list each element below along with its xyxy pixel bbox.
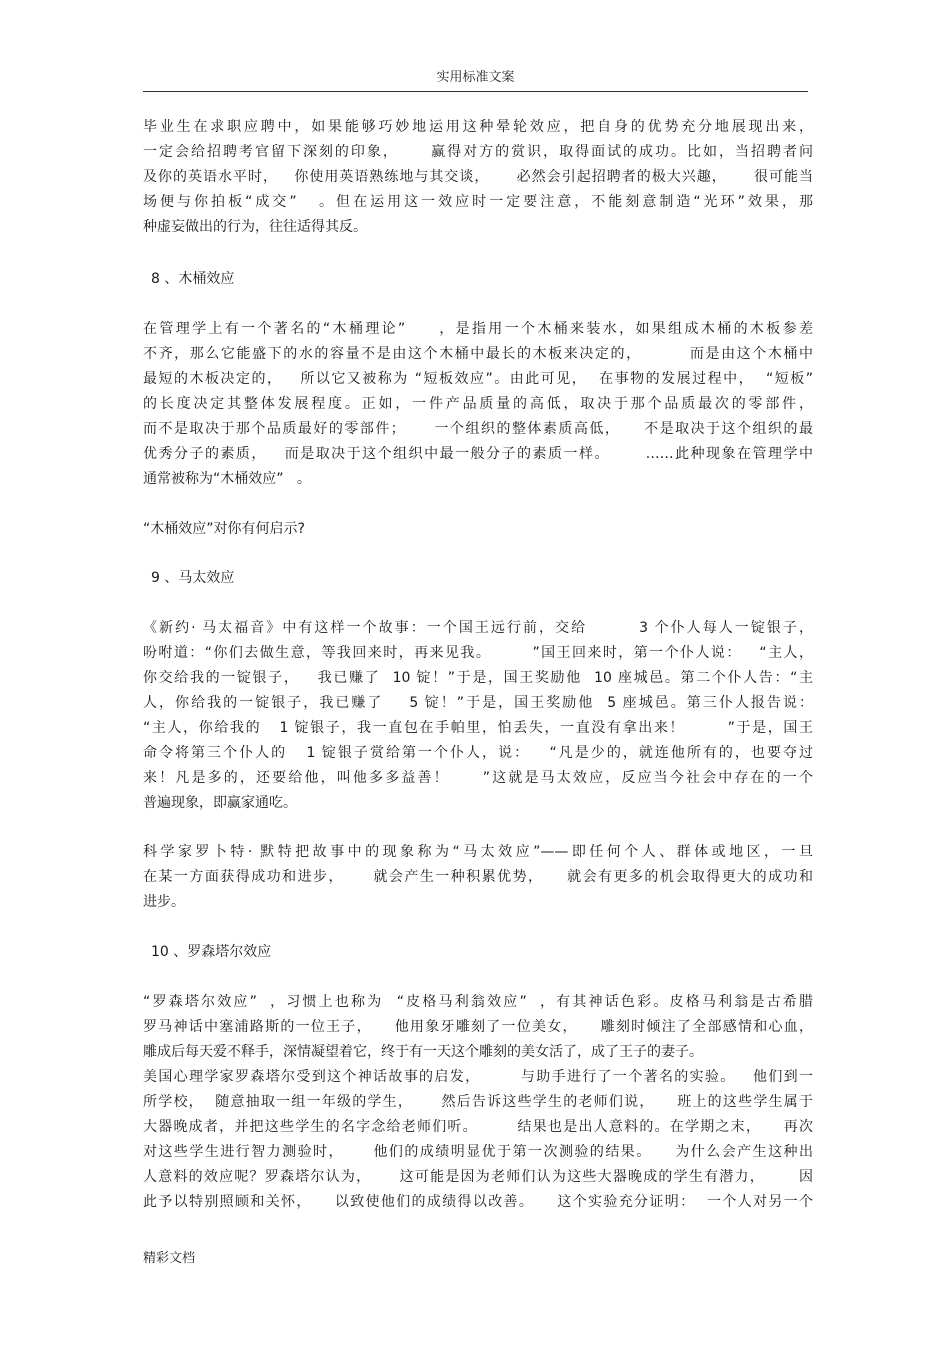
text-line: 进步。 — [143, 894, 185, 910]
page-header: 实用标准文案 — [436, 70, 515, 85]
text-line: 不齐，那么它能盛下的水的容量不是由这个木桶中最长的木板来决定的， 而是由这个木桶中 — [143, 346, 813, 362]
text-line: 通常被称为“木桶效应” 。 — [143, 471, 311, 487]
text-line: 所学校， 随意抽取一组一年级的学生， 然后告诉这些学生的老师们说， 班上的这些学生属于 — [143, 1094, 813, 1110]
text-line: 科学家罗卜特· 默特把故事中的现象称为“马太效应”——即任何个人、群体或地区，一旦 — [143, 844, 813, 860]
section-heading-8: 8 、木桶效应 — [151, 271, 235, 287]
paragraph-matthew-definition — [143, 840, 813, 915]
text-line: 一定会给招聘考官留下深刻的印象， 赢得对方的赏识，取得面试的成功。比如，当招聘者问 — [143, 144, 813, 160]
text-line: 吩咐道：“你们去做生意，等我回来时，再来见我。 ”国王回来时，第一个仆人说： “主人， — [143, 645, 813, 661]
text-line: 及你的英语水平时， 你使用英语熟练地与其交谈， 必然会引起招聘者的极大兴趣， 很可能当 — [143, 169, 813, 185]
text-line: 雕成后每天爱不释手，深情凝望着它，终于有一天这个雕刻的美女活了，成了王子的妻子。 — [143, 1044, 703, 1060]
text-line: “主人，你给我的 1 锭银子，我一直包在手帕里，怕丢失，一直没有拿出来！ ”于是，国王 — [143, 720, 813, 736]
text-line: 人，你给我的一锭银子，我已赚了 5 锭！”于是，国王奖励他 5 座城邑。第三仆人报告说： — [143, 695, 813, 711]
text-line: 命令将第三个仆人的 1 锭银子赏给第一个仆人，说： “凡是少的，就连他所有的，也要夺过 — [143, 745, 813, 761]
text-line: 《新约· 马太福音》中有这样一个故事：一个国王远行前，交给 3 个仆人每人一锭银子， — [143, 620, 813, 636]
text-line: 你交给我的一锭银子， 我已赚了 10 锭！”于是，国王奖励他 10 座城邑。第二个仆人告：“主 — [143, 670, 813, 686]
paragraph-halo-effect — [143, 115, 813, 240]
text-line: 美国心理学家罗森塔尔受到这个神话故事的启发， 与助手进行了一个著名的实验。 他们到一 — [143, 1069, 813, 1085]
section-heading-10: 10 、罗森塔尔效应 — [151, 944, 272, 960]
text-line: 的长度决定其整体发展程度。正如，一件产品质量的高低，取决于那个品质最次的零部件， — [143, 396, 813, 412]
text-line: 人意料的效应呢？罗森塔尔认为， 这可能是因为老师们认为这些大器晚成的学生有潜力， 因 — [143, 1169, 813, 1185]
text-line: 罗马神话中塞浦路斯的一位王子， 他用象牙雕刻了一位美女， 雕刻时倾注了全部感情和心血， — [143, 1019, 813, 1035]
text-line: 最短的木板决定的， 所以它又被称为 “短板效应”。由此可见， 在事物的发展过程中， “短板” — [143, 371, 813, 387]
paragraph-rosenthal-effect — [143, 990, 813, 1215]
text-line: 来！凡是多的，还要给他，叫他多多益善！ ”这就是马太效应，反应当今社会中存在的一个 — [143, 770, 813, 786]
text-line: 优秀分子的素质， 而是取决于这个组织中最一般分子的素质一样。 ……此种现象在管理学中 — [143, 446, 813, 462]
text-line: 此予以特别照顾和关怀， 以致使他们的成绩得以改善。 这个实验充分证明： 一个人对另一个 — [143, 1194, 813, 1210]
text-line: 毕业生在求职应聘中，如果能够巧妙地运用这种晕轮效应，把自身的优势充分地展现出来， — [143, 119, 813, 135]
section-heading-9: 9 、马太效应 — [151, 570, 235, 586]
paragraph-matthew-story — [143, 616, 813, 816]
text-line: 对这些学生进行智力测验时， 他们的成绩明显优于第一次测验的结果。 为什么会产生这种出 — [143, 1144, 813, 1160]
question-line — [143, 517, 813, 542]
text-line: 而不是取决于那个品质最好的零部件； 一个组织的整体素质高低， 不是取决于这个组织的最 — [143, 421, 813, 437]
text-line: 在某一方面获得成功和进步， 就会产生一种积累优势， 就会有更多的机会取得更大的成功和 — [143, 869, 813, 885]
text-line: 种虚妄做出的行为，往往适得其反。 — [143, 219, 367, 235]
page-footer: 精彩文档 — [143, 1251, 196, 1266]
text-line: 场便与你拍板“成交” 。但在运用这一效应时一定要注意，不能刻意制造“光环”效果，那 — [143, 194, 813, 210]
text-line: 普遍现象，即赢家通吃。 — [143, 795, 297, 811]
text-line: “罗森塔尔效应” ，习惯上也称为 “皮格马利翁效应” ，有其神话色彩。皮格马利翁是古希腊 — [143, 994, 813, 1010]
text-line: “木桶效应”对你有何启示? — [143, 521, 305, 537]
text-line: 大器晚成者，并把这些学生的名字念给老师们听。 结果也是出人意料的。在学期之末， 再次 — [143, 1119, 813, 1135]
header-divider — [143, 91, 808, 92]
text-line: 在管理学上有一个著名的“木桶理论” ，是指用一个木桶来装水，如果组成木桶的木板参差 — [143, 321, 813, 337]
paragraph-barrel-effect — [143, 317, 813, 492]
